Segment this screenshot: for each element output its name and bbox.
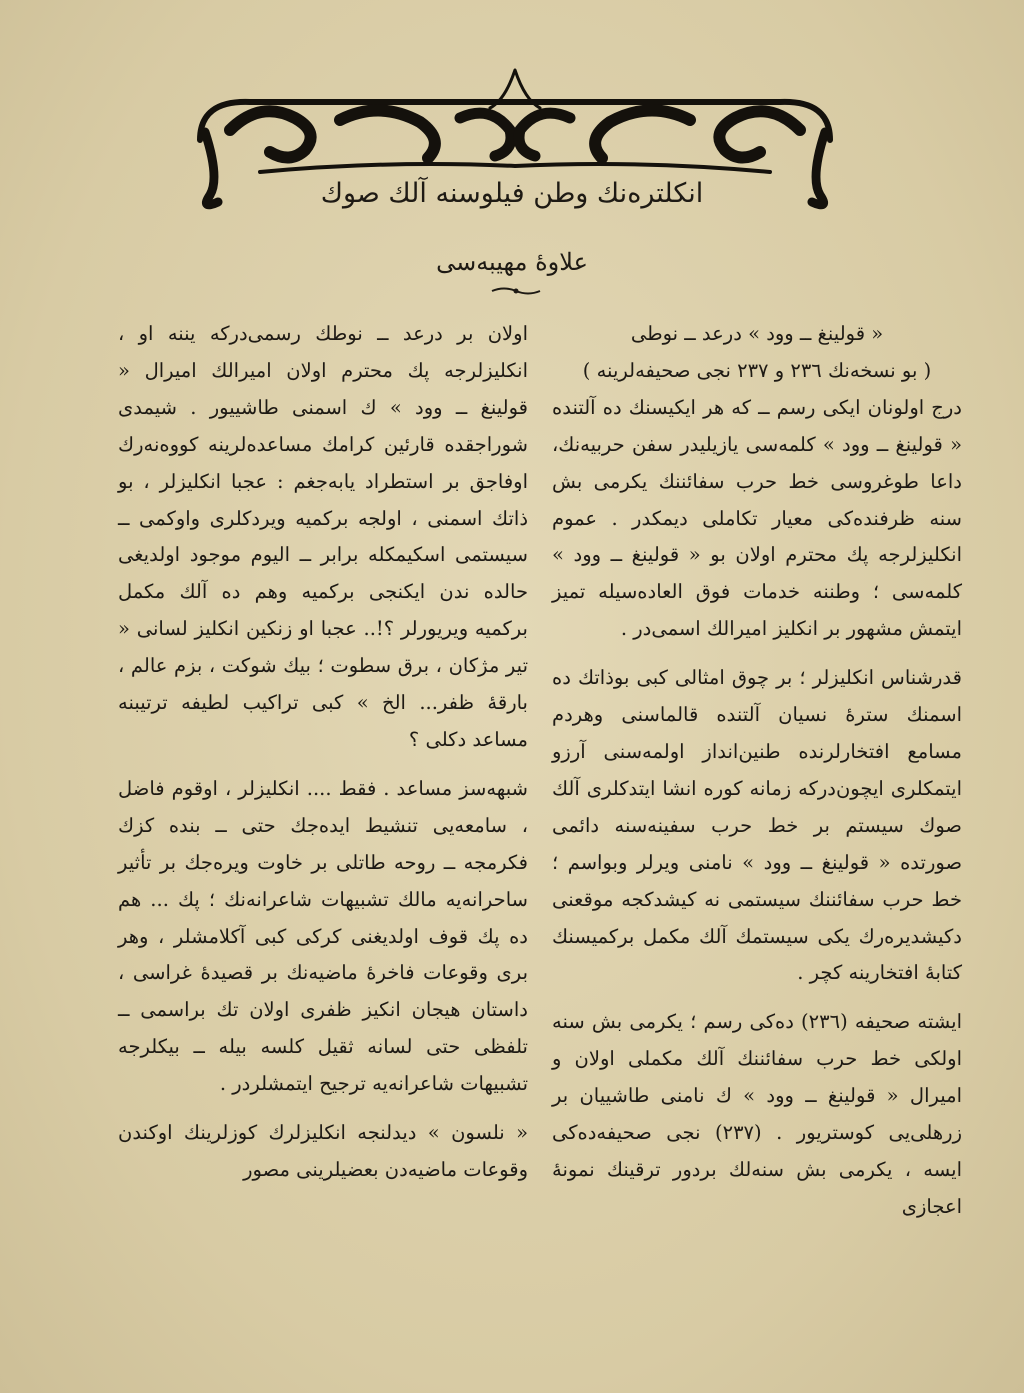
right-text-column	[552, 316, 962, 1226]
column-heading: « قولينغ ــ وود » درعد ــ نوطى	[630, 322, 884, 345]
paragraph: اولان بر درعد ــ نوطك رسمى‌دركه يننه او ، انكليزلرجه پك محترم اولان اميرالك اميرال « قولينغ ــ وود » ك اسمنى طاشييور . شيمدى شوراجقده قارئين كرامك مساعده‌لرينه كووه‌نه‌رك اوفاجق بر استطراد يابه‌جغم : عجبا انكليزلر ، بو ذاتك اسمنى ، اولجه بركميه ويردكلرى واوكمى ــ سيستمى اسكيمكله برابر ــ اليوم موجود اولديغى حالده ندن ايكنجى بركميه وهم ده آلك مكمل بركميه ويريورلر ؟!.. عجبا او زنكين انكليز لسانى « تير مژكان ، برق سطوت ؛ بيك شوكت ، بزم عالم ، بارقهٔ ظفر... الخ » كبى تراكيب لطيفه ترتيبنه مساعد دكلى ؟	[118, 322, 528, 751]
section-divider-mark	[488, 284, 544, 298]
paragraph: درج اولونان ايكى رسم ــ كه هر ايكيسنك ده آلتنده « قولينغ ــ وود » كلمه‌سى يازيليدر سفن حربيه‌نك، داعا طوغروسى خط حرب سفائننك يكرمى بش سنه ظرفنده‌كى معيار تكاملى ديمكدر . عموم انكليزلرجه پك محترم اولان بو « قولينغ ــ وود » كلمه‌سى ؛ وطننه خدمات فوق العاده‌سيله تميز ايتمش مشهور بر انكليز اميرالك اسمى‌در .	[552, 395, 962, 641]
paragraph: شبهه‌سز مساعد . فقط .... انكليزلر ، اوقوم فاضل ، سامعه‌يى تنشيط ايده‌جك حتى ــ بنده كزك فكرمجه ــ روحه طاتلى بر خاوت ويره‌جك بر تأثير ساحرانه‌يه مالك تشبيهات شاعرانه‌نك ؛ پك ... هم ده پك قوف اولديغنى كركى كبى آكلامشلر ، وهر برى وقوعات فاخرهٔ ماضيه‌نك بر قصيدهٔ غراسى ، داستان هيجان انكيز ظفرى اولان تك براسمى ــ تلفظى حتى لسانه ثقيل كلسه بيله ــ بيكلرجه تشبيهات شاعرانه‌يه ترجيح ايتمشلردر .	[118, 776, 528, 1096]
article-title: انكلتره‌نك وطن فيلوسنه آلك صوك	[320, 178, 704, 209]
paragraph: ايشته صحيفه (٢٣٦) ده‌كى رسم ؛ يكرمى بش سنه اولكى خط حرب سفائننك آلك مكملى اولان و اميرال « قولينغ ــ وود » ك نامنى طاشييان بر زرهلى‌يى كوستريور . (٢٣٧) نجى صحيفه‌ده‌كى ايسه ، يكرمى بش سنه‌لك بردور ترقينك نمونهٔ اعجازى	[552, 1010, 963, 1218]
left-text-column	[118, 316, 528, 1189]
paragraph: « نلسون » ديدلنجه انكليزلرك كوزلرينك اوكندن وقوعات ماضيه‌دن بعضيلرينى مصور	[118, 1121, 528, 1181]
paragraph: قدرشناس انكليزلر ؛ بر چوق امثالى كبى بوذاتك ده اسمنك سترهٔ نسيان آلتنده قالماسنى وهردم مسامع افتخارلرنده طنين‌انداز اولمه‌سنى آرزو ايتمكلرى ايچون‌دركه زمانه كوره انشا ايتدكلرى آلك صوك سيستم بر خط حرب سفينه‌سنه دائمى صورتده « قولينغ ــ وود » نامنى ويرلر وبواسم ؛ خط حرب سفائننك سيستمى نه كيشدكجه موقعنى دكيشديره‌رك يكى سيستمك آلك مكمل بركميسنك كتابهٔ افتخارينه كچر .	[552, 666, 962, 985]
column-subheading: ( بو نسخه‌نك ٢٣٦ و ٢٣٧ نجى صحيفه‌لرينه )	[582, 358, 932, 382]
article-subtitle: علاوهٔ مهيبه‌سى	[436, 248, 588, 276]
